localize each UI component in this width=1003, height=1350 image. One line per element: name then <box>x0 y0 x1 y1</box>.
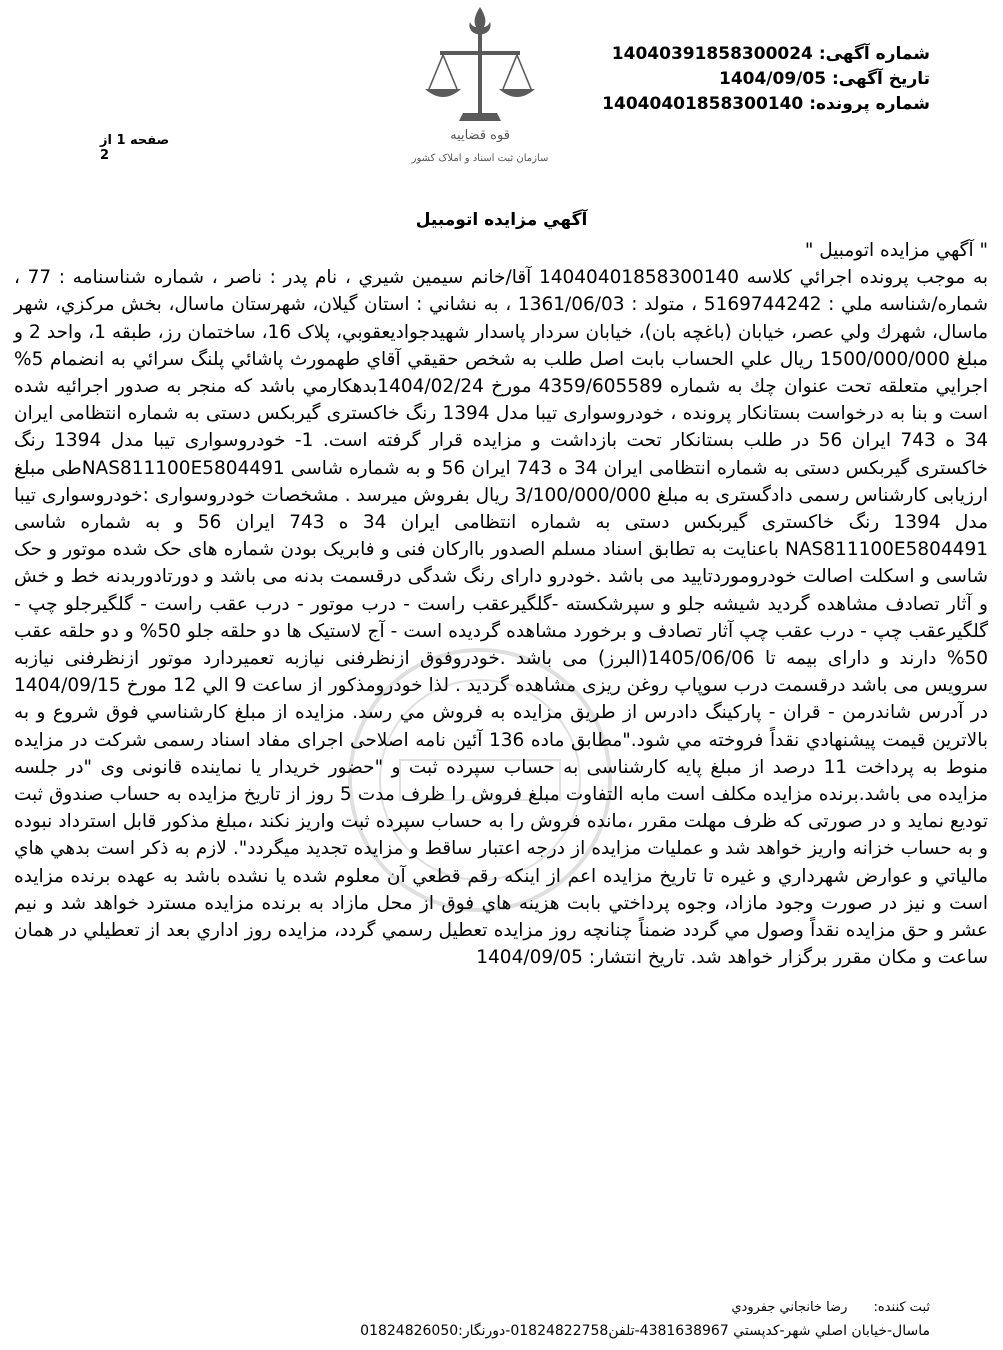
page-number: صفحه 1 از 2 <box>100 133 170 163</box>
judiciary-emblem <box>405 5 555 170</box>
case-number-label: شماره پرونده: <box>809 94 930 114</box>
ad-date-row <box>570 67 930 92</box>
registrar <box>731 1300 930 1315</box>
emblem-line2: سازمان ثبت اسناد و املاک کشور <box>411 153 549 164</box>
body-paragraph-main: به موجب پرونده اجرائي كلاسه 14040401858300140 آقا/خانم سيمين شيري ، نام پدر : ناصر ، شماره شناسنامه : 77 ، شماره/شناسه ملي : 5169744242 ، متولد : 1361/06/03 ، به نشاني : استان گيلان، شهرستان ماسال، بخش مركزي، شهر ماسال، شهرك ولي عصر، خيابان (باغچه بان)، خيابان سردار پاسدار شهيدجواديعقوبي، پلاک 16، ساختمان رز، طبقه 1، واحد 2 و مبلغ 1500/000/000 ريال علي الحساب بابت اصل طلب به شخص حقيقي آقاي طهمورث پاشائي پلنگ سرائي به انضمام 5% اجرايي متعلقه تحت عنوان چك به شماره 4359/605589 مورخ 1404/02/24بدهكارمي باشد كه منجر به صدور اجرائيه شده است و بنا به درخواست بستانكار پرونده ، خودروسواری تیبا مدل 1394 رنگ خاكستری گیربکس دستی به شماره انتظامی ایران 34 ه 743 ایران 56 در طلب بستانكار تحت بازداشت و مزايده قرار گرفته است. 1- خودروسواری تیبا مدل 1394 رنگ خاكستری گیربکس دستی به شماره انتظامی ایران 34 ه 743 ایران 56 و به شماره شاسی NAS811100E5804491طی مبلغ ارزيابی کارشناس رسمی دادگستری به مبلغ 3/100/000/000 ريال بفروش ميرسد . مشخصات خودروسواری :خودروسواری تیبا مدل 1394 رنگ خاكستری گیربکس دستی به شماره انتظامی ایران 34 ه 743 ایران 56 و به شماره شاسی NAS811100E5804491 باعنایت به تطابق اسناد مسلم الصدور باارکان فنی و فابریک بودن شماره های حک شده موتور و حک شاسی و اسکلت اصالت خودروموردتایید می باشد .خودرو دارای رنگ شدگی درقسمت بدنه می باشد و دورتادوربدنه خط و خش و آثار تصادف مشاهده گردید شیشه جلو و سپرشکسته -گلگیرعقب راست - درب موتور - درب عقب راست - گلگیرجلو چپ - گلگیرعقب چپ - درب عقب چپ آثار تصادف و برخورد مشاهده گردیده است - آج لاستیک ها دو حلقه جلو 50% و دو حلقه عقب 50% دارند و دارای بیمه تا 1405/06/06(البرز) می باشد .خودروفوق ازنظرفنی نیازبه تعمیردارد موتور ازنظرفنی نیازبه سرویس می باشد درقسمت درب سوپاپ روغن ریزی مشاهده گردید . لذا خودرومذکور از ساعت 9 الي 12 مورخ 1404/09/15 در آدرس شاندرمن - قران - پارکینگ دادرس از طريق مزايده به فروش مي رسد. مزايده از مبلغ كارشناسي فوق شروع و به بالاترين قيمت پيشنهادي نقداً فروخته مي شود."مطابق ماده 136 آئین نامه اصلاحی اجرای مفاد اسناد رسمی شرکت در مزایده منوط به پرداخت 11 درصد از مبلغ پایه کارشناسی به حساب سپرده ثبت و "حضور خریدار یا نماینده قانونی وی "در جلسه مزایده می باشد.برنده مزایده مکلف است مابه التفاوت مبلغ فروش را ظرف مدت 5 روز از تاریخ مزایده به حساب صندوق ثبت تودیع نماید و در صورتی که ظرف مهلت مقرر ،مانده فروش را به حساب سپرده ثبت واریز نکند ،مبلغ مذکور قابل استرداد نبوده و به حساب خزانه واریز خواهد شد و عملیات مزایده از درجه اعتبار ساقط و مزایده تجدید میگردد". لازم به ذكر است بدهي هاي مالياتي و عوارض شهرداري و غيره تا تاريخ مزايده اعم از اينكه رقم قطعي آن معلوم شده يا نشده باشد به عهده برنده مزايده است و نيز در صورت وجود مازاد، وجوه پرداختي بابت هزينه هاي فوق از محل مازاد به برنده مزايده مسترد خواهد شد و نيم عشر و حق مزايده نقداً وصول مي گردد ضمناً چنانچه روز مزايده تعطيل رسمي گردد، مزايده روز اداري بعد از تعطيلي در همان ساعت و مكان مقرر برگزار خواهد شد. تاریخ انتشار: 1404/09/05 <box>14 267 989 969</box>
body-paragraph-heading: " آگهي مزايده اتومبيل " <box>804 240 988 261</box>
page-title: آگهي مزايده اتومبيل <box>415 210 588 230</box>
ad-date: 1404/09/05 <box>718 69 827 89</box>
registrar-name: رضا خانجاني جفرودي <box>731 1300 848 1315</box>
case-number: 14040401858300140 <box>602 94 804 114</box>
footer-contact: ماسال-خیابان اصلي شهر-كدپستي 4381638967-تلفن01824822758-دورنگار:01824826050 <box>360 1323 930 1339</box>
ad-meta <box>570 42 930 117</box>
case-number-row <box>570 92 930 117</box>
announcement-body <box>14 237 988 971</box>
registrar-label: ثبت كننده: <box>873 1300 930 1315</box>
ad-number-row <box>570 42 930 67</box>
ad-number: 14040391858300024 <box>611 44 813 64</box>
ad-number-label: شماره آگهی: <box>818 44 930 64</box>
ad-date-label: تاریخ آگهی: <box>831 69 930 89</box>
emblem-line1: قوه قضاییه <box>450 128 510 143</box>
